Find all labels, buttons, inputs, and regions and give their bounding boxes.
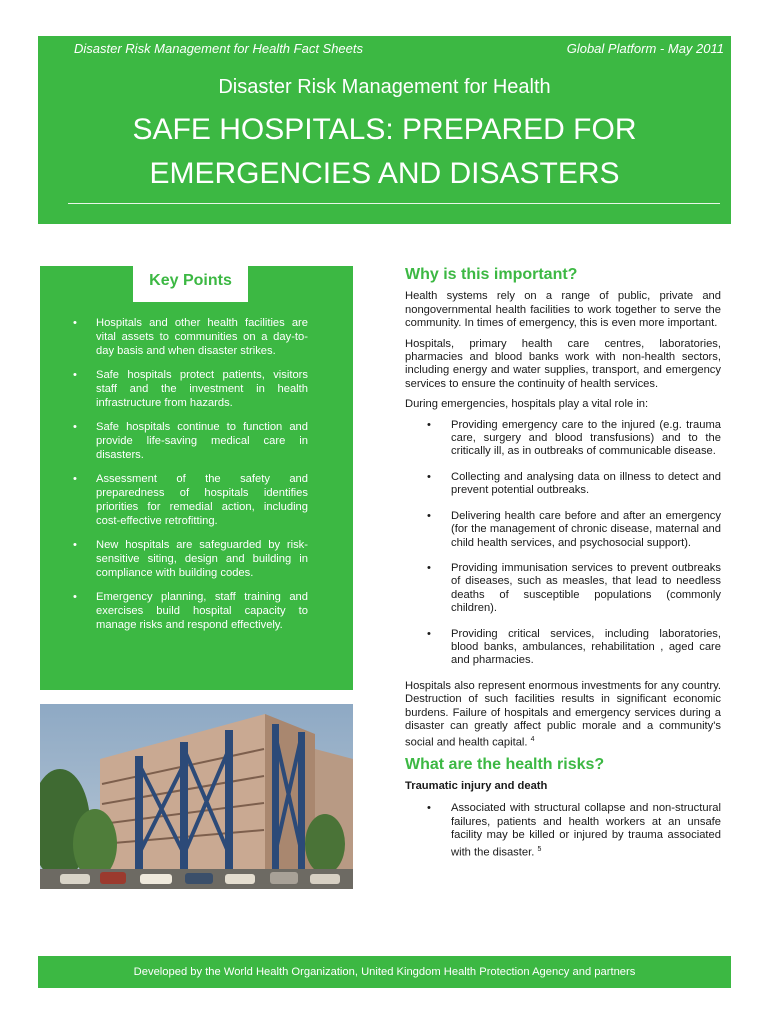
section-heading-why: Why is this important? xyxy=(405,266,578,283)
list-item: • New hospitals are safeguarded by risk- sensitive siting, design and building in compliance with building codes. xyxy=(70,538,308,580)
hospital-photo xyxy=(40,704,353,889)
key-points-box xyxy=(40,266,353,690)
list-item: • Providing immunisation services to prevent outbreaks of diseases, such as measles, that lead to needless deaths of susceptible populations (commonly children). xyxy=(405,562,721,616)
header-top-row xyxy=(74,41,724,56)
paragraph xyxy=(405,680,721,751)
hospital-building-image xyxy=(40,704,353,889)
footnote-ref: 5 xyxy=(537,845,542,853)
list-item: • Safe hospitals continue to function and provide life-saving medical care in disasters. xyxy=(70,420,308,462)
list-item: • Safe hospitals protect patients, visitors staff and the investment in health infrastructure from hazards. xyxy=(70,368,308,410)
key-points-list xyxy=(70,316,308,642)
header-divider xyxy=(68,203,720,204)
list-item: • Collecting and analysing data on illness to detect and prevent potential outbreaks. xyxy=(405,471,721,498)
key-points-heading: Key Points xyxy=(133,266,248,302)
footer-banner: Developed by the World Health Organization, United Kingdom Health Protection Agency and partners xyxy=(38,956,731,988)
subheading-trauma: Traumatic injury and death xyxy=(405,779,548,792)
paragraph: Health systems rely on a range of public, private and nongovernmental health facilities to work together to serve the community. In times of emergency, this is even more important. xyxy=(405,290,721,330)
paragraph: During emergencies, hospitals play a vital role in: xyxy=(405,398,649,411)
list-item: • Providing critical services, including laboratories, blood banks, ambulances, rehabilitation , aged care and pharmacies. xyxy=(405,628,721,668)
title-line-1: SAFE HOSPITALS: PREPARED FOR xyxy=(132,113,637,146)
footnote-ref: 4 xyxy=(530,736,535,744)
list-item: • Emergency planning, staff training and exercises build hospital capacity to manage risks and respond effectively. xyxy=(70,590,308,632)
roles-list xyxy=(405,419,721,668)
header-banner xyxy=(38,36,731,224)
series-label: Disaster Risk Management for Health Fact Sheets xyxy=(74,41,364,56)
investment-text: Hospitals also represent enormous investments for any country. Destruction of such facilities results in significant economic burdens. Failure of hospitals and emergency services during a disaster can greatly affect public morale and a community's social and health capital. xyxy=(405,679,721,750)
list-item: • Providing emergency care to the injured (e.g. trauma care, surgery and blood transfusions) and to the critically ill, as in outbreaks of communicable disease. xyxy=(405,419,721,459)
section-heading-risks: What are the health risks? xyxy=(405,755,605,773)
risk-text: Associated with structural collapse and non-structural failures, patients and health workers at an unsafe facility may be killed or injured by trauma associated with the disaster. xyxy=(451,802,721,859)
list-item xyxy=(405,802,721,859)
list-item: • Assessment of the safety and preparedness of hospitals identifies priorities for remedial action, including cost-effective retrofitting. xyxy=(70,472,308,528)
platform-date: Global Platform - May 2011 xyxy=(566,41,724,56)
risks-list xyxy=(405,802,721,859)
list-item: • Hospitals and other health facilities are vital assets to communities on a day-to-day basis and when disaster strikes. xyxy=(70,316,308,358)
main-column xyxy=(405,268,721,872)
list-item: • Delivering health care before and after an emergency (for the management of chronic disease, maternal and child health services, and psychosocial support). xyxy=(405,510,721,550)
page-title xyxy=(38,108,731,196)
title-line-2: EMERGENCIES AND DISASTERS xyxy=(149,157,620,190)
paragraph: Hospitals, primary health care centres, laboratories, pharmacies and blood banks work with non-health sectors, including energy and water supplies, transport, and emergency services to ensure the continuity of health services. xyxy=(405,337,721,390)
header-subtitle: Disaster Risk Management for Health xyxy=(218,76,551,98)
